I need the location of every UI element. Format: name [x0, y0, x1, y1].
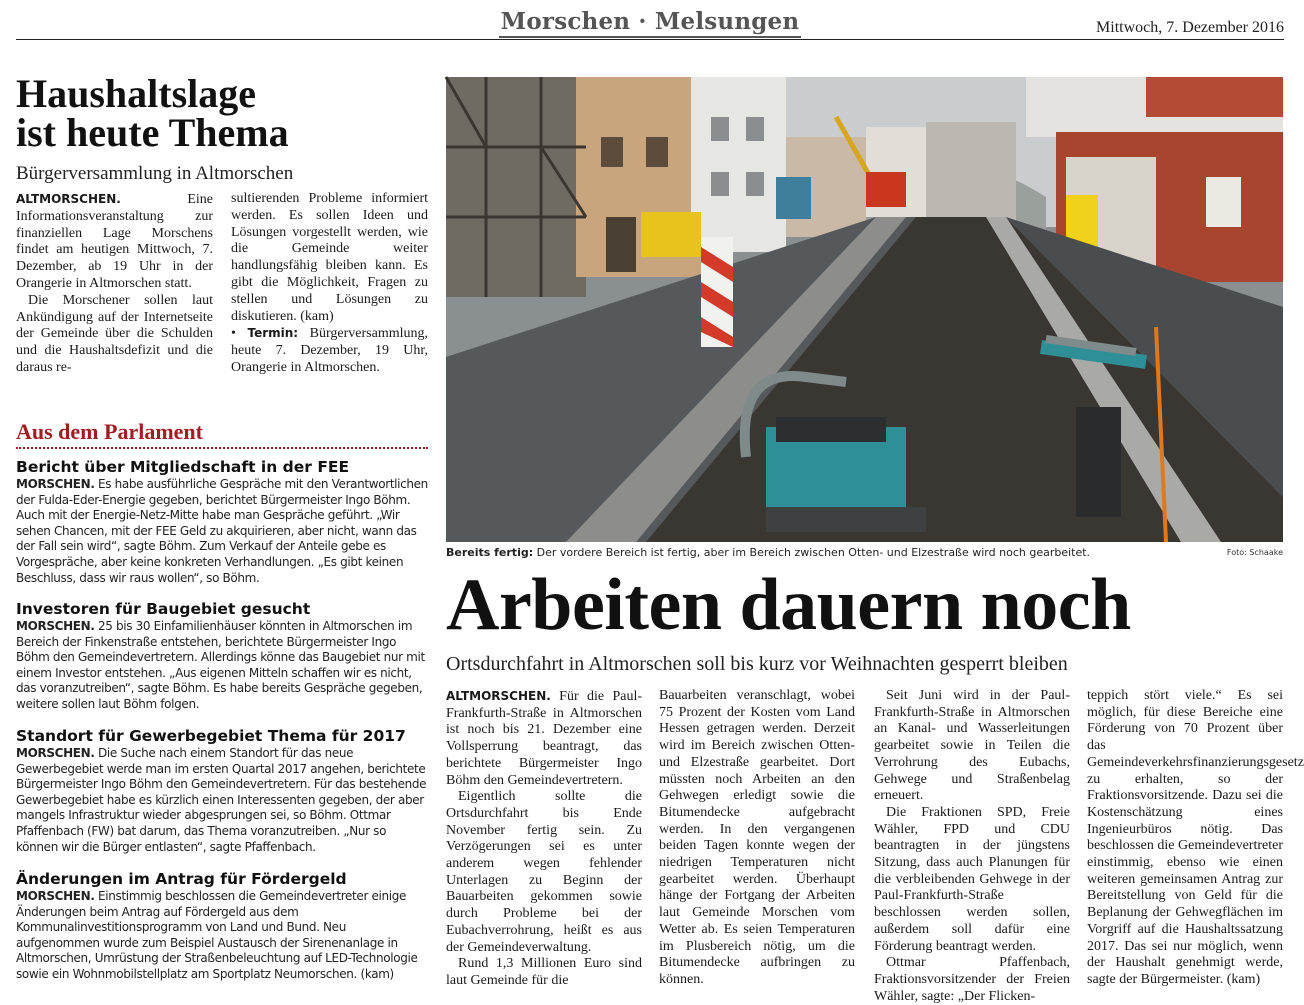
- left-article: [16, 71, 429, 391]
- left-article-body: [16, 191, 428, 391]
- main-col-1: ALTMORSCHEN. Für die Paul-Frankfurth-Straße in Altmorschen ist noch bis 21. Dezember eine Vollsperrung beantragt, das berichtete Bürgermeister Ingo Böhm den Gemeindevertretern. Eigentlich sollte die Ortsdurchfahrt bis Ende November fertig sein. Zu Verzögerungen sei es unter anderem wegen fehlender Unterlagen zu Beginn der Bauarbeiten gekommen sowie durch Probleme bei der Eubachverrohrung, heißt es aus der Gemeindeverwaltung. Rund 1,3 Millionen Euro sind laut Gemeinde für die: [446, 689, 642, 988]
- brief-item: Bericht über Mitgliedschaft in der FEE MORSCHEN. Es habe ausführliche Gespräche mit den Verantwortlichen der Fulda-Eder-Energie gegeben, berichtet Bürgermeister Ingo Böhm. Auch mit der Energie-Netz-Mitte habe man Gespräche geführt. „Wir sehen Chancen, mit der FEE Geld zu akquirieren, aber nicht, wann das der Fall sein wird“, sagte Böhm. Zum Verkauf der Anteile gebe es Vorgespräche, aber keine konkreten Verhandlungen. „Es gibt keinen Beschluss, dass wir raus wollen“, so Böhm.: [16, 458, 428, 585]
- photo-credit: Foto: Schaake: [1226, 548, 1283, 557]
- left-subheadline: Bürgerversammlung in Altmorschen: [16, 163, 294, 184]
- main-headline: Arbeiten dauern noch: [446, 564, 1131, 646]
- dateline: ALTMORSCHEN.: [446, 689, 551, 703]
- brief-title: Investoren für Baugebiet gesucht: [16, 600, 311, 618]
- bullet-icon: •: [231, 326, 236, 342]
- issue-date: Mittwoch, 7. Dezember 2016: [1096, 19, 1284, 36]
- construction-photo: [446, 77, 1283, 542]
- main-col-4: teppich stört viele.“ Es sei möglich, für diese Bereiche eine Förderung von 70 Prozent über das Gemeindeverkehrsfinanzierungsgesetz zu erhalten, so der Fraktionsvorsitzende. Dazu sei die Kostenschätzung eines Ingenieurbüros nötig. Das beschlossen die Gemeindevertreter einstimmig, ebenso wie einen weiteren gemeinsamen Antrag zur Bereitstellung von Geld für die Beplanung der Gehwegflächen im Vorgriff auf die Haushaltssatzung 2017. Das sei nur möglich, wenn der Haushalt genehmigt werde, sagte der Bürgermeister. (kam): [1087, 688, 1304, 987]
- section-title: Morschen · Melsungen: [16, 8, 1284, 35]
- brief-title: Bericht über Mitgliedschaft in der FEE: [16, 458, 350, 476]
- left-col-1: ALTMORSCHEN. Eine Informationsveranstaltung zur finanziellen Lage Morschens findet am heutigen Mittwoch, 7. Dezember, ab 19 Uhr in der Orangerie in Altmorschen statt. Die Morschener sollen laut Ankündigung auf der Internetseite der Gemeinde über die Schulden und die Haushaltsdefizit und die daraus re-: [16, 192, 213, 375]
- brief-title: Änderungen im Antrag für Fördergeld: [16, 870, 347, 888]
- left-headline: Haushaltslage ist heute Thema: [16, 71, 289, 155]
- page-header: [16, 8, 1284, 40]
- main-col-3: Seit Juni wird in der Paul-Frankfurth-Straße in Altmorschen an Kanal- und Wasserleitungen gearbeitet sowie in Teilen die Verrohrung des Eubachs, Gehwege und Straßenbelag erneuert. Die Fraktionen SPD, Freie Wähler, FPD und CDU beantragten in der jüngstens Sitzung, dass auch Planungen für die verbleibenden Gehwege in der Paul-Frankfurth-Straße beschlossen werden sollen, außerdem soll dafür eine Förderung beantragt werden. Ottmar Pfaffenbach, Fraktionsvorsitzender der Freien Wähler, sagte: „Der Flicken-: [874, 688, 1070, 1004]
- main-subheadline: Ortsdurchfahrt in Altmorschen soll bis kurz vor Weihnachten gesperrt bleiben: [446, 653, 1068, 675]
- brief-item: Standort für Gewerbegebiet Thema für 2017 MORSCHEN. Die Suche nach einem Standort für das neue Gewerbegebiet werde man im ersten Quartal 2017 angehen, berichtete Bürgermeister Ingo Böhm den Gemeindevertretern. Für das bestehende Gewerbegebiet habe es kürzlich einen Interessenten gegeben, der aber mangels Infrastruktur wieder abgesprungen sei, so Böhm. Ottmar Pfaffenbach (FW) bat darum, das Thema voranzutreiben. „Nur so können wir die Bürger entlasten“, sagte Pfaffenbach.: [16, 727, 427, 854]
- brief-title: Standort für Gewerbegebiet Thema für 2017: [16, 727, 406, 745]
- photo-caption: Bereits fertig: Der vordere Bereich ist fertig, aber im Bereich zwischen Otten- und Elzestraße wird noch gearbeitet. Foto: Schaake: [446, 546, 1283, 559]
- left-col-2: sultierenden Probleme informiert werden. Es sollen Ideen und Lösungen vorgestellt werden, wie die Gemeinde weiter handlungsfähig bleiben kann. Es gibt die Möglichkeit, Fragen zu stellen und Lösungen zu diskutieren. (kam) • Termin: Bürgerversammlung, heute 7. Dezember, 19 Uhr, Orangerie in Altmorschen.: [231, 191, 429, 375]
- dateline: ALTMORSCHEN.: [16, 192, 121, 206]
- parliament-heading: Aus dem Parlament: [16, 419, 428, 449]
- brief-item: Investoren für Baugebiet gesucht MORSCHEN. 25 bis 30 Einfamilienhäuser könnten in Altmorschen im Bereich der Finkenstraße entstehen, berichtete Bürgermeister Ingo Böhm den Gemeindevertretern. Allerdings könne das Baugebiet nur mit einem Investor entstehen. „Aus eigenen Mitteln schaffen wir es nicht, das voranzutreiben“, sagte Böhm. Es habe bereits Gespräche gegeben, weitere sollen laut Böhm folgen.: [16, 600, 428, 713]
- brief-item: Änderungen im Antrag für Fördergeld MORSCHEN. Einstimmig beschlossen die Gemeindevertreter einige Änderungen beim Antrag auf Fördergeld aus dem Kommunalinvestitionsprogramm von Land und Bund. Neu aufgenommen wurde zum Beispiel Austausch der Sirenenanlage in Altmorschen, Umrüstung der Straßenbeleuchtung auf LED-Technologie sowie ein Wohnmobilstellplatz am Sportplatz Neumorschen. (kam): [16, 870, 428, 983]
- main-col-2: Bauarbeiten veranschlagt, wobei 75 Prozent der Kosten vom Land Hessen getragen werden. Derzeit wird im Bereich zwischen Otten- und Elzestraße gearbeitet. Dort müssten noch Arbeiten an den Gehwegen erledigt sowie die Bitumendecke aufgebracht werden. In den vergangenen beiden Tagen konnte wegen der niedrigen Temperaturen nicht gearbeitet werden. Überhaupt hänge der Fortgang der Arbeiten laut Gemeinde Morschen vom Wetter ab. Es seien Temperaturen im Plusbereich nötig, um die Bitumendecke aufbringen zu können.: [659, 688, 855, 987]
